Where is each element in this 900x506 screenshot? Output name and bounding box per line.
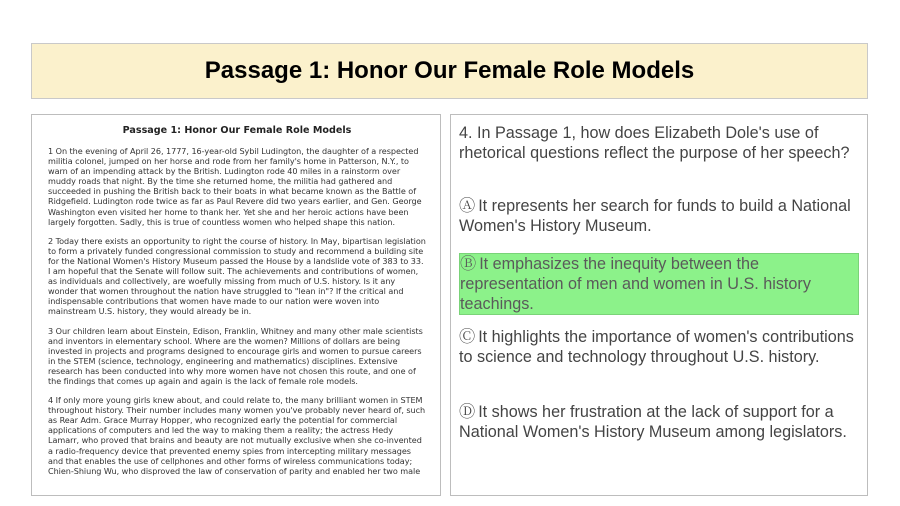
passage-paragraph-2: 2 Today there exists an opportunity to right the course of history. In May, bipartisan legislation to form a privately funded congressional commission to study and recommend a building site for the National Women's History Museum passed the House by a landslide vote of 383 to 33. I am hopeful that the Senate will follow suit. The achievements and contributions of women, as individuals and collectively, are woefully missing from much of U.S. history. Is it any wonder that women throughout the nation have struggled to "lean in"? If the critical and indispensable contributions that women have made to our nation were woven into mainstream U.S. history, they would already be in. — [48, 235, 426, 317]
answer-option-c[interactable] — [459, 327, 859, 367]
question-panel — [450, 114, 868, 496]
page-title: Passage 1: Honor Our Female Role Models — [204, 57, 695, 84]
option-d-letter: Ⓓ — [459, 403, 476, 421]
option-c-text: It highlights the importance of women's contributions to science and technology throughout U.S. history. — [459, 328, 854, 366]
passage-paragraph-3: 3 Our children learn about Einstein, Edison, Franklin, Whitney and many other male scientists and inventors in elementary school. Where are the women? Millions of dollars are being invested in projects and programs designed to encourage girls and women to pursue careers in the STEM (science, technology, engineering and mathematics) disciplines. Extensive research has been conducted into why more women have not chosen this route, and one of the findings that comes up again and again is the lack of female role models. — [48, 325, 423, 386]
option-b-text: It emphasizes the inequity between the representation of men and women in U.S. history teachings. — [460, 255, 811, 313]
passage-content — [32, 115, 440, 476]
title-banner — [31, 43, 868, 99]
option-c-letter: Ⓒ — [459, 328, 476, 346]
question-prompt: 4. In Passage 1, how does Elizabeth Dole's use of rhetorical questions reflect the purpose of her speech? — [459, 124, 850, 162]
option-a-text: It represents her search for funds to build a National Women's History Museum. — [459, 197, 851, 235]
answer-option-a[interactable] — [459, 196, 859, 236]
passage-title: Passage 1: Honor Our Female Role Models — [122, 125, 352, 136]
answer-option-b[interactable] — [459, 253, 859, 315]
option-d-text: It shows her frustration at the lack of support for a National Women's History Museum among legislators. — [459, 403, 847, 441]
option-b-letter: Ⓑ — [460, 255, 477, 273]
passage-paragraph-1: 1 On the evening of April 26, 1777, 16-year-old Sybil Ludington, the daughter of a respected militia colonel, jumped on her horse and rode from her family's home in Patterson, N.Y., to warn of an impending attack by the British. Ludington rode 40 miles in a rainstorm over muddy roads that night. By the time she returned home, the militia had gathered and succeeded in pushing the British back to their boats in what became known as the Battle of Ridgefield. Ludington rode twice as far as Paul Revere did two years earlier, and Gen. George Washington even visited her home to thank her. Yet she and her heroic actions have been largely forgotten. Sadly, this is true of countless women who helped shape this nation. — [48, 146, 422, 227]
answer-option-d[interactable] — [459, 402, 859, 442]
passage-panel[interactable] — [31, 114, 441, 496]
passage-paragraph-4: 4 If only more young girls knew about, and could relate to, the many brilliant women in STEM throughout history. Their number includes many women you've probably never heard of, such as Rear Adm. Grace Murray Hopper, who recognized early the potential for commercial applications of computers and led the way to making them a reality; the actress Hedy Lamarr, who proved that brains and beauty are not mutually exclusive when she co-invented a radio-frequency device that prevented enemy spies from intercepting military messages and that enables the use of cellphones and other forms of wireless communications today; Chien-Shiung Wu, who disproved the law of conservation of parity and enabled her two male — [48, 395, 426, 476]
option-a-letter: Ⓐ — [459, 197, 476, 215]
